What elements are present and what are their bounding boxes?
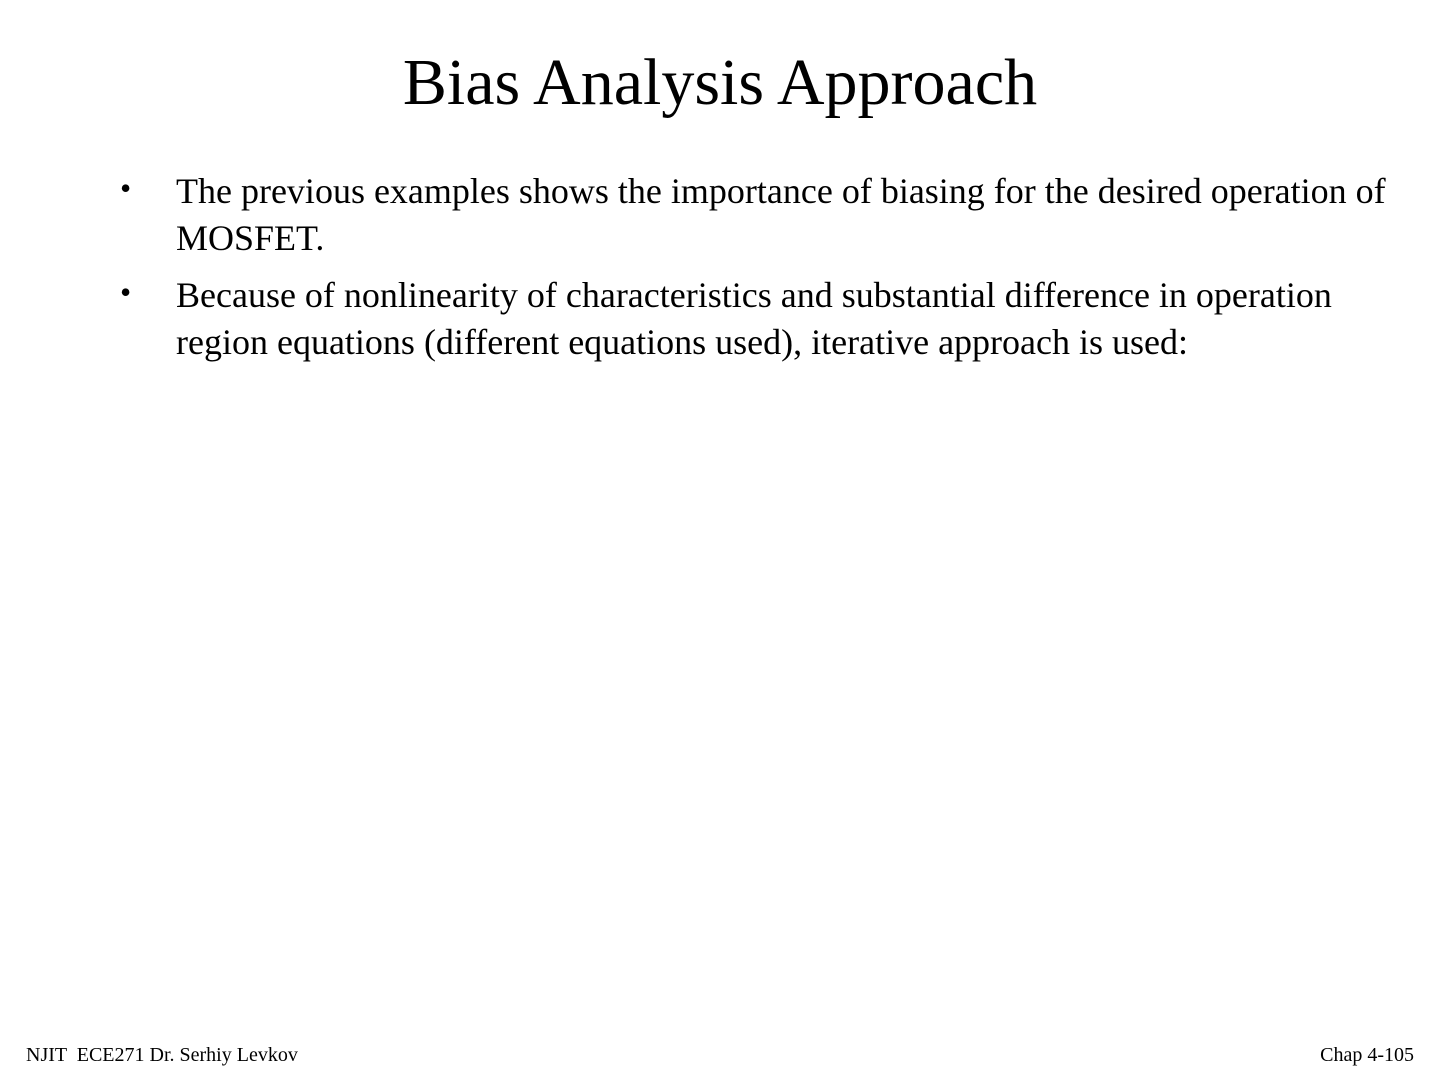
- slide-title: Bias Analysis Approach: [402, 46, 1038, 119]
- bullet-item: [118, 272, 1388, 366]
- bullet-list: [118, 168, 1388, 376]
- footer-page-number: Chap 4-105: [1320, 1044, 1414, 1066]
- bullet-marker: •: [120, 274, 132, 310]
- bullet-marker: •: [120, 170, 132, 206]
- footer-course-info: NJIT ECE271 Dr. Serhiy Levkov: [26, 1044, 298, 1066]
- bullet-item: [118, 168, 1388, 262]
- bullet-text: Because of nonlinearity of characteristics and substantial difference in operation region equations (different equations used), iterative approach is used:: [176, 275, 1332, 362]
- bullet-text: The previous examples shows the importance of biasing for the desired operation of MOSFET.: [176, 171, 1386, 258]
